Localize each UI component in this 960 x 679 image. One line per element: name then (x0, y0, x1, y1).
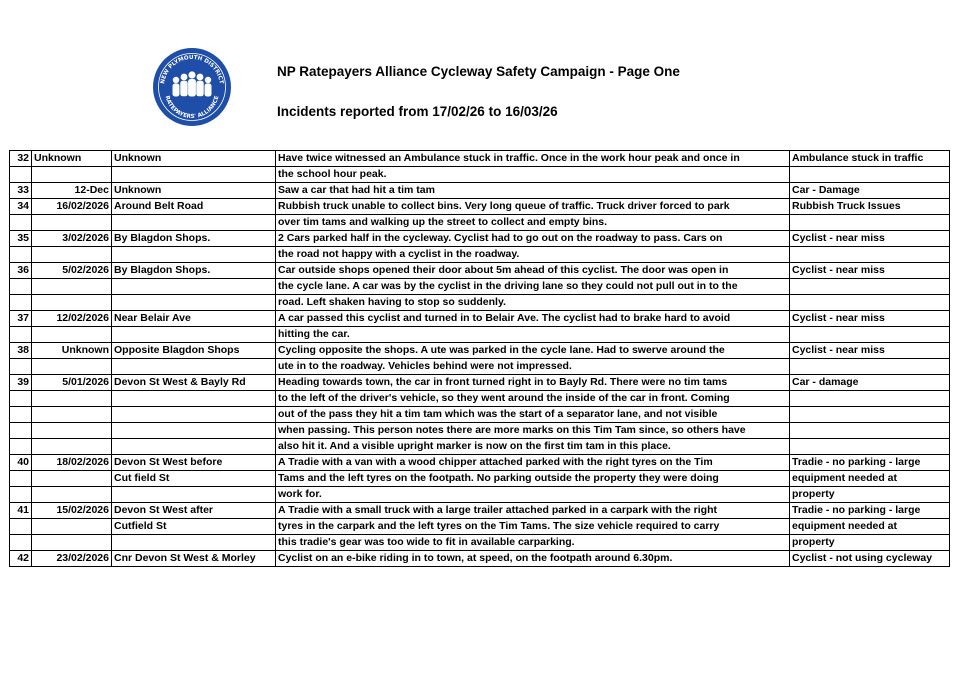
cell-location: Cnr Devon St West & Morley (112, 551, 276, 567)
table-row (10, 343, 950, 359)
cell-date: Unknown (32, 151, 112, 167)
table-row (10, 279, 950, 295)
cell-date: 16/02/2026 (32, 199, 112, 215)
cell-number: 42 (10, 551, 32, 567)
cell-location: Cut field St (112, 471, 276, 487)
cell-number (10, 359, 32, 375)
cell-date: 5/02/2026 (32, 263, 112, 279)
cell-date (32, 359, 112, 375)
cell-location: Around Belt Road (112, 199, 276, 215)
cell-date: 15/02/2026 (32, 503, 112, 519)
cell-date (32, 391, 112, 407)
cell-date (32, 423, 112, 439)
cell-description: hitting the car. (276, 327, 790, 343)
cell-location: Near Belair Ave (112, 311, 276, 327)
cell-number: 40 (10, 455, 32, 471)
cell-category: Cyclist - near miss (790, 343, 950, 359)
table-row (10, 423, 950, 439)
cell-number: 35 (10, 231, 32, 247)
cell-location: Devon St West before (112, 455, 276, 471)
cell-number: 37 (10, 311, 32, 327)
cell-description: tyres in the carpark and the left tyres on the Tim Tams. The size vehicle required to carry (276, 519, 790, 535)
cell-description: the school hour peak. (276, 167, 790, 183)
table-row (10, 375, 950, 391)
cell-number (10, 487, 32, 503)
cell-date (32, 487, 112, 503)
cell-date: 18/02/2026 (32, 455, 112, 471)
cell-date: 12/02/2026 (32, 311, 112, 327)
cell-number: 34 (10, 199, 32, 215)
table-row (10, 487, 950, 503)
cell-date (32, 407, 112, 423)
cell-category (790, 407, 950, 423)
cell-number (10, 295, 32, 311)
incidents-table-body (10, 151, 950, 567)
table-row (10, 471, 950, 487)
cell-category (790, 279, 950, 295)
cell-date (32, 215, 112, 231)
cell-description: road. Left shaken having to stop so suddenly. (276, 295, 790, 311)
cell-description: also hit it. And a visible upright marker is now on the first tim tam in this place. (276, 439, 790, 455)
cell-number: 33 (10, 183, 32, 199)
cell-category: Car - damage (790, 375, 950, 391)
table-row (10, 519, 950, 535)
cell-location (112, 535, 276, 551)
cell-date (32, 439, 112, 455)
table-row (10, 199, 950, 215)
cell-location (112, 247, 276, 263)
cell-number (10, 535, 32, 551)
cell-description: Have twice witnessed an Ambulance stuck in traffic. Once in the work hour peak and once in (276, 151, 790, 167)
table-row (10, 263, 950, 279)
cell-category (790, 327, 950, 343)
cell-date (32, 535, 112, 551)
cell-description: A Tradie with a van with a wood chipper attached parked with the right tyres on the Tim (276, 455, 790, 471)
cell-description: 2 Cars parked half in the cycleway. Cyclist had to go out on the roadway to pass. Cars on (276, 231, 790, 247)
cell-location: Devon St West & Bayly Rd (112, 375, 276, 391)
cell-location (112, 487, 276, 503)
cell-location (112, 279, 276, 295)
cell-location: By Blagdon Shops. (112, 231, 276, 247)
cell-location (112, 295, 276, 311)
cell-date: 5/01/2026 (32, 375, 112, 391)
table-row (10, 439, 950, 455)
cell-date: 12-Dec (32, 183, 112, 199)
cell-number: 39 (10, 375, 32, 391)
cell-category: equipment needed at (790, 471, 950, 487)
table-row (10, 247, 950, 263)
cell-number: 32 (10, 151, 32, 167)
cell-description: Cycling opposite the shops. A ute was parked in the cycle lane. Had to swerve around the (276, 343, 790, 359)
cell-location (112, 327, 276, 343)
cell-description: Cyclist on an e-bike riding in to town, at speed, on the footpath around 6.30pm. (276, 551, 790, 567)
cell-date (32, 471, 112, 487)
cell-category: Cyclist - near miss (790, 263, 950, 279)
cell-description: A car passed this cyclist and turned in to Belair Ave. The cyclist had to brake hard to avoid (276, 311, 790, 327)
page-subtitle: Incidents reported from 17/02/26 to 16/03/26 (277, 104, 558, 119)
table-row (10, 407, 950, 423)
cell-location: Devon St West after (112, 503, 276, 519)
cell-number: 36 (10, 263, 32, 279)
cell-description: to the left of the driver's vehicle, so they went around the inside of the car in front. Coming (276, 391, 790, 407)
cell-category: Rubbish Truck Issues (790, 199, 950, 215)
cell-number: 38 (10, 343, 32, 359)
cell-location (112, 215, 276, 231)
table-row (10, 311, 950, 327)
cell-location (112, 167, 276, 183)
cell-category: Car - Damage (790, 183, 950, 199)
cell-date: Unknown (32, 343, 112, 359)
cell-number (10, 391, 32, 407)
cell-category: Cyclist - near miss (790, 231, 950, 247)
cell-location (112, 407, 276, 423)
table-row (10, 503, 950, 519)
cell-location (112, 359, 276, 375)
cell-category (790, 423, 950, 439)
cell-description: the cycle lane. A car was by the cyclist in the driving lane so they could not pull out in to the (276, 279, 790, 295)
cell-location (112, 423, 276, 439)
cell-category (790, 167, 950, 183)
table-row (10, 551, 950, 567)
cell-category: property (790, 535, 950, 551)
cell-number (10, 279, 32, 295)
cell-description: ute in to the roadway. Vehicles behind were not impressed. (276, 359, 790, 375)
cell-category: equipment needed at (790, 519, 950, 535)
cell-category: property (790, 487, 950, 503)
cell-number (10, 471, 32, 487)
cell-date: 3/02/2026 (32, 231, 112, 247)
cell-location (112, 439, 276, 455)
cell-category (790, 247, 950, 263)
cell-description: Saw a car that had hit a tim tam (276, 183, 790, 199)
cell-description: Heading towards town, the car in front turned right in to Bayly Rd. There were no tim tams (276, 375, 790, 391)
cell-description: over tim tams and walking up the street to collect and empty bins. (276, 215, 790, 231)
cell-description: Rubbish truck unable to collect bins. Very long queue of traffic. Truck driver forced to park (276, 199, 790, 215)
table-row (10, 327, 950, 343)
cell-description: A Tradie with a small truck with a large trailer attached parked in a carpark with the right (276, 503, 790, 519)
cell-category: Cyclist - not using cycleway (790, 551, 950, 567)
cell-category: Ambulance stuck in traffic (790, 151, 950, 167)
table-row (10, 535, 950, 551)
cell-location: Cutfield St (112, 519, 276, 535)
cell-category: Tradie - no parking - large (790, 455, 950, 471)
cell-description: Car outside shops opened their door about 5m ahead of this cyclist. The door was open in (276, 263, 790, 279)
page-title: NP Ratepayers Alliance Cycleway Safety Campaign - Page One (277, 64, 680, 79)
cell-description: when passing. This person notes there are more marks on this Tim Tam since, so others have (276, 423, 790, 439)
cell-category (790, 295, 950, 311)
cell-number (10, 247, 32, 263)
table-row (10, 391, 950, 407)
cell-date (32, 327, 112, 343)
cell-number (10, 167, 32, 183)
cell-location (112, 391, 276, 407)
table-row (10, 215, 950, 231)
table-row (10, 295, 950, 311)
cell-category: Tradie - no parking - large (790, 503, 950, 519)
cell-category (790, 359, 950, 375)
cell-location: Unknown (112, 151, 276, 167)
table-row (10, 231, 950, 247)
cell-date (32, 167, 112, 183)
ratepayers-alliance-logo (152, 47, 232, 127)
table-row (10, 167, 950, 183)
logo-top-text: NEW PLYMOUTH DISTRICT (160, 54, 224, 85)
cell-location: Opposite Blagdon Shops (112, 343, 276, 359)
table-row (10, 359, 950, 375)
cell-category (790, 391, 950, 407)
cell-description: the road not happy with a cyclist in the roadway. (276, 247, 790, 263)
cell-description: this tradie's gear was too wide to fit in available carparking. (276, 535, 790, 551)
table-row (10, 455, 950, 471)
cell-location: Unknown (112, 183, 276, 199)
cell-number: 41 (10, 503, 32, 519)
cell-date (32, 295, 112, 311)
cell-description: work for. (276, 487, 790, 503)
cell-number (10, 407, 32, 423)
cell-category (790, 215, 950, 231)
cell-number (10, 519, 32, 535)
cell-date (32, 247, 112, 263)
cell-number (10, 439, 32, 455)
cell-description: Tams and the left tyres on the footpath. No parking outside the property they were doing (276, 471, 790, 487)
table-row (10, 183, 950, 199)
logo-bottom-text: RATEPAYERS' ALLIANCE (163, 95, 221, 121)
cell-date (32, 279, 112, 295)
cell-date: 23/02/2026 (32, 551, 112, 567)
cell-number (10, 327, 32, 343)
cell-category (790, 439, 950, 455)
cell-description: out of the pass they hit a tim tam which was the start of a separator lane, and not visible (276, 407, 790, 423)
cell-date (32, 519, 112, 535)
cell-location: By Blagdon Shops. (112, 263, 276, 279)
cell-number (10, 215, 32, 231)
cell-number (10, 423, 32, 439)
table-row (10, 151, 950, 167)
cell-category: Cyclist - near miss (790, 311, 950, 327)
incidents-table (9, 150, 950, 567)
